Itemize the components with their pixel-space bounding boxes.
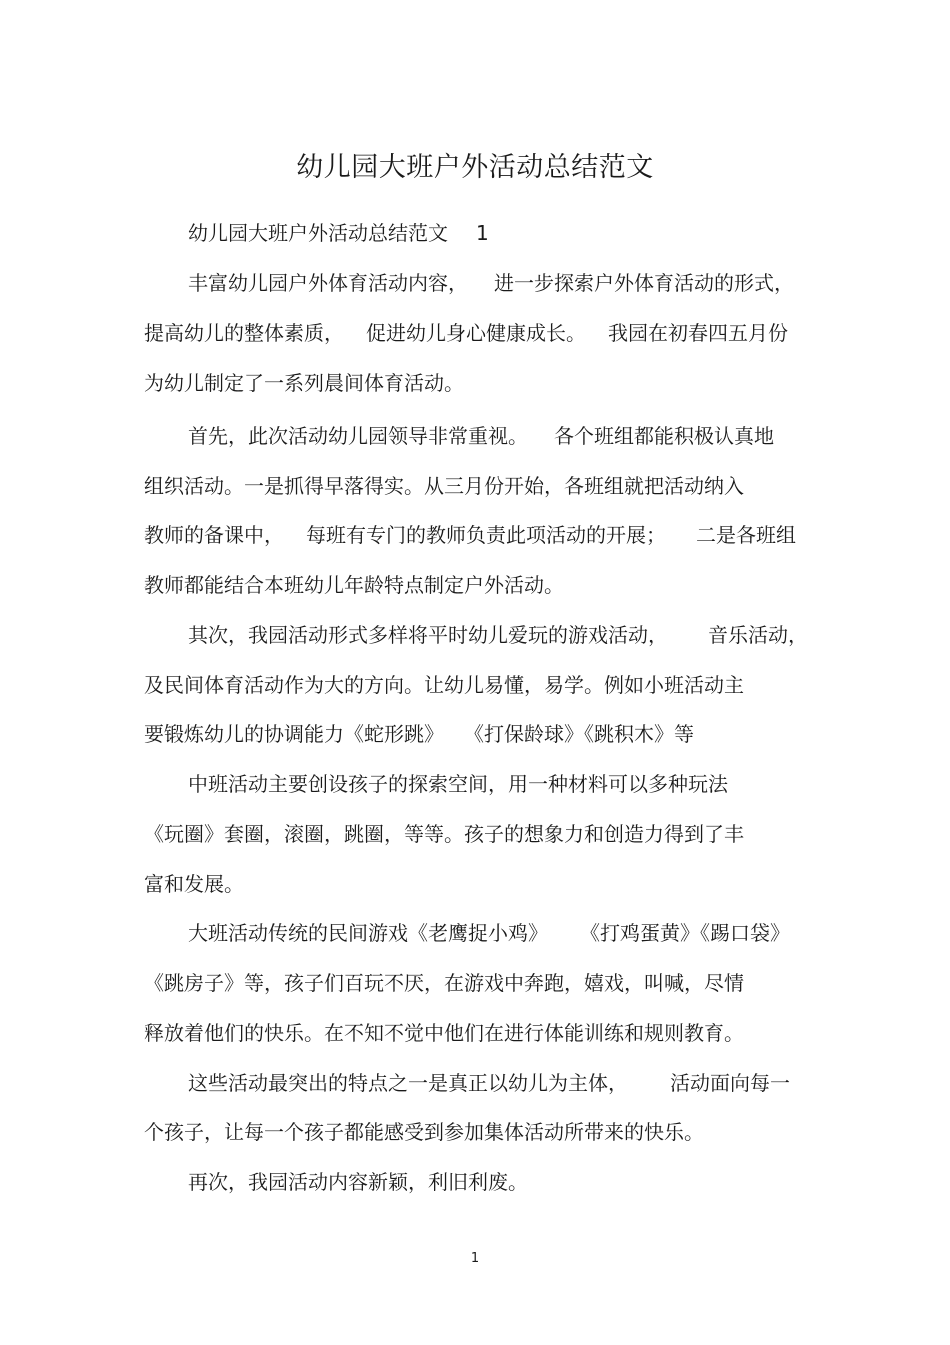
text-segment: 《打保龄球》《跳积木》等: [464, 722, 694, 746]
paragraph-line: [144, 1019, 744, 1047]
text-segment: 为幼儿制定了一系列晨间体育活动。: [144, 371, 464, 395]
paragraph-line: [144, 870, 244, 898]
text-segment: 要锻炼幼儿的协调能力《蛇形跳》: [144, 722, 444, 746]
paragraph-line: [144, 969, 744, 997]
paragraph-line: [188, 1168, 528, 1196]
text-segment: 教师的备课中，: [144, 523, 284, 547]
subtitle-number: 1: [476, 221, 489, 245]
text-segment: 《跳房子》等，孩子们百玩不厌，在游戏中奔跑，嬉戏，叫喊，尽情: [144, 971, 744, 995]
paragraph-line: [188, 770, 728, 798]
text-segment: 二是各班组: [696, 523, 796, 547]
text-segment: 活动面向每一: [670, 1071, 790, 1095]
text-segment: 我园在初春四五月份: [608, 321, 788, 345]
text-segment: 音乐活动，: [708, 623, 808, 647]
paragraph-line: [188, 919, 790, 947]
text-segment: 大班活动传统的民间游戏《老鹰捉小鸡》: [188, 921, 548, 945]
paragraph-line: [144, 369, 464, 397]
text-segment: 每班有专门的教师负责此项活动的开展；: [306, 523, 666, 547]
text-segment: 再次，我园活动内容新颖，利旧利废。: [188, 1170, 528, 1194]
text-segment: 组织活动。一是抓得早落得实。从三月份开始，各班组就把活动纳入: [144, 474, 744, 498]
text-segment: 其次，我园活动形式多样将平时幼儿爱玩的游戏活动，: [188, 623, 668, 647]
text-segment: 这些活动最突出的特点之一是真正以幼儿为主体，: [188, 1071, 628, 1095]
text-segment: 进一步探索户外体育活动的形式，: [494, 271, 794, 295]
text-segment: 富和发展。: [144, 872, 244, 896]
page-number: 1: [470, 1251, 480, 1266]
text-segment: 中班活动主要创设孩子的探索空间，用一种材料可以多种玩法: [188, 772, 728, 796]
paragraph-line: [144, 571, 564, 599]
paragraph-line: [144, 521, 796, 549]
paragraph-line: [144, 472, 744, 500]
text-segment: 释放着他们的快乐。在不知不觉中他们在进行体能训练和规则教育。: [144, 1021, 744, 1045]
paragraph-line: [188, 621, 808, 649]
text-segment: 个孩子，让每一个孩子都能感受到参加集体活动所带来的快乐。: [144, 1120, 704, 1144]
text-segment: 各个班组都能积极认真地: [554, 424, 774, 448]
subtitle-text: 幼儿园大班户外活动总结范文: [188, 221, 448, 245]
text-segment: 及民间体育活动作为大的方向。让幼儿易懂，易学。例如小班活动主: [144, 673, 744, 697]
text-segment: 教师都能结合本班幼儿年龄特点制定户外活动。: [144, 573, 564, 597]
paragraph-line: [144, 1118, 704, 1146]
text-segment: 提高幼儿的整体素质，: [144, 321, 344, 345]
paragraph-line: [144, 319, 788, 347]
paragraph-line: [144, 720, 694, 748]
text-segment: 丰富幼儿园户外体育活动内容，: [188, 271, 468, 295]
subtitle-line: [188, 219, 489, 247]
paragraph-line: [144, 820, 744, 848]
text-segment: 《打鸡蛋黄》《踢口袋》: [580, 921, 790, 945]
paragraph-line: [188, 422, 774, 450]
paragraph-line: [188, 1069, 790, 1097]
document-title: 幼儿园大班户外活动总结范文: [296, 152, 654, 183]
text-segment: 首先，此次活动幼儿园领导非常重视。: [188, 424, 528, 448]
text-segment: 促进幼儿身心健康成长。: [366, 321, 586, 345]
text-segment: 《玩圈》套圈，滚圈，跳圈，等等。孩子的想象力和创造力得到了丰: [144, 822, 744, 846]
paragraph-line: [188, 269, 794, 297]
paragraph-line: [144, 671, 744, 699]
